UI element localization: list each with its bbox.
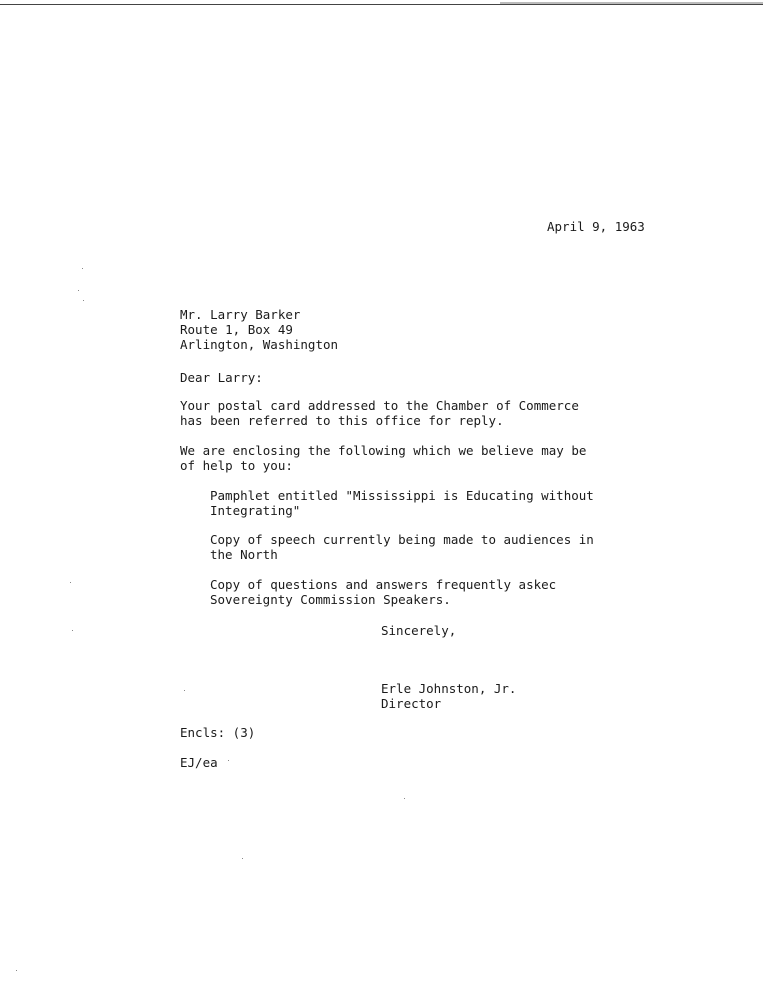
letter-date: April 9, 1963 xyxy=(547,219,645,234)
enclosure-2-line2: the North xyxy=(210,547,278,562)
enclosure-1-line1: Pamphlet entitled "Mississippi is Educating without xyxy=(210,488,594,503)
signer-title: Director xyxy=(381,696,442,711)
scan-speck xyxy=(16,970,17,971)
paragraph-2-line1: We are enclosing the following which we believe may be xyxy=(180,443,587,458)
enclosure-2-line1: Copy of speech currently being made to audiences in xyxy=(210,532,594,547)
typist-initials: EJ/ea xyxy=(180,755,218,770)
scan-speck xyxy=(404,798,405,799)
enclosure-item xyxy=(210,577,556,607)
top-rule-faint xyxy=(500,2,763,4)
closing: Sincerely, xyxy=(381,623,457,638)
recipient-address xyxy=(180,307,338,352)
scan-speck xyxy=(70,582,71,583)
enclosure-item xyxy=(210,532,594,562)
scan-speck xyxy=(78,290,79,291)
paragraph-2 xyxy=(180,443,586,473)
scan-speck xyxy=(82,268,83,269)
scan-speck xyxy=(228,760,229,761)
paragraph-1 xyxy=(180,398,579,428)
scan-speck xyxy=(242,858,243,859)
recipient-name: Mr. Larry Barker xyxy=(180,307,301,322)
enclosure-1-line2: Integrating" xyxy=(210,503,301,518)
enclosures-note: Encls: (3) xyxy=(180,725,256,740)
paragraph-2-line2: of help to you: xyxy=(180,458,293,473)
paragraph-1-line2: has been referred to this office for reply. xyxy=(180,413,504,428)
salutation: Dear Larry: xyxy=(180,370,263,385)
scan-speck xyxy=(83,300,84,301)
paragraph-1-line1: Your postal card addressed to the Chamber of Commerce xyxy=(180,398,579,413)
recipient-address-line2: Arlington, Washington xyxy=(180,337,339,352)
enclosure-item xyxy=(210,488,594,518)
signer-name: Erle Johnston, Jr. xyxy=(381,681,517,696)
recipient-address-line1: Route 1, Box 49 xyxy=(180,322,293,337)
enclosure-3-line1: Copy of questions and answers frequently askec xyxy=(210,577,557,592)
scan-speck xyxy=(72,630,73,631)
top-rule xyxy=(0,4,763,5)
enclosure-3-line2: Sovereignty Commission Speakers. xyxy=(210,592,451,607)
signature-block xyxy=(381,681,516,711)
scan-speck xyxy=(184,690,185,691)
